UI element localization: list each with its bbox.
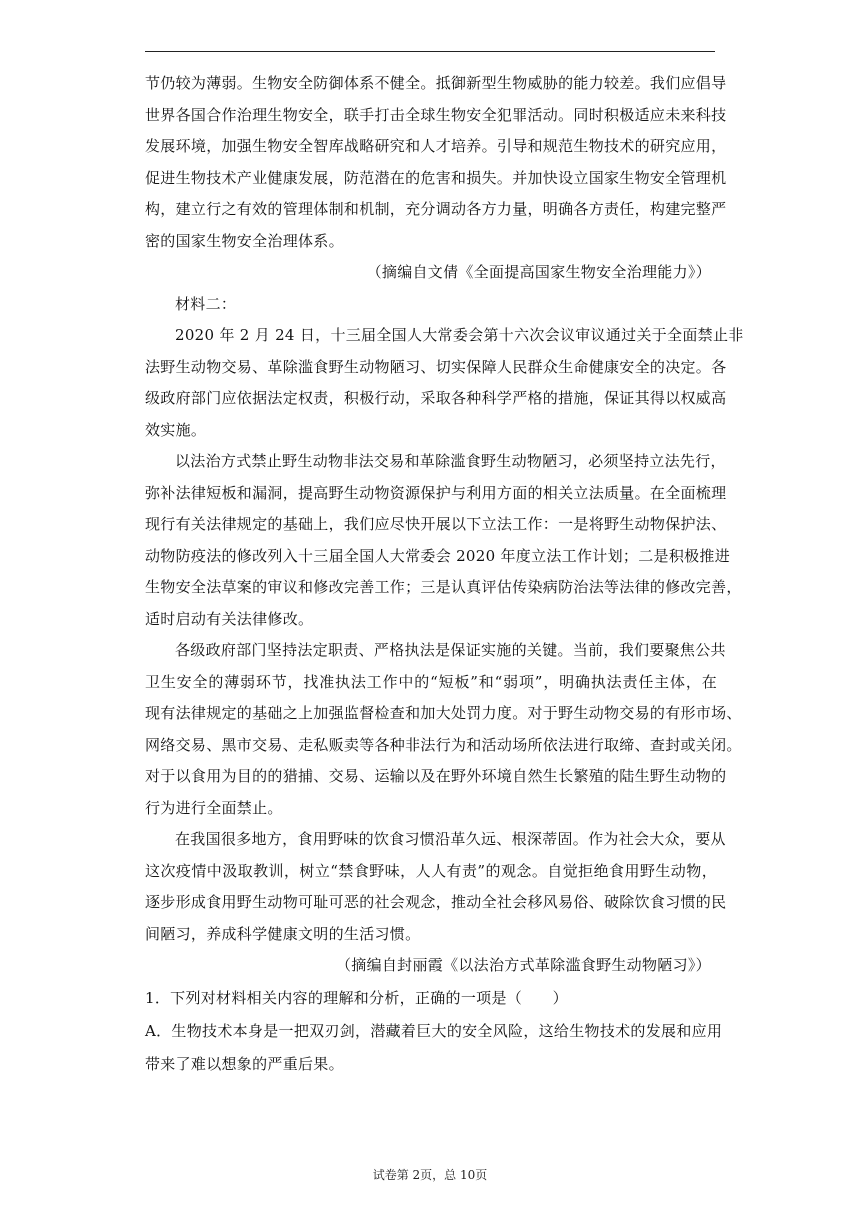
text-line: 2020 年 2 月 24 日，十三届全国人大常委会第十六次会议审议通过关于全面禁止非 bbox=[175, 326, 744, 344]
text-line: 节仍较为薄弱。生物安全防御体系不健全。抵御新型生物威胁的能力较差。我们应倡导 bbox=[145, 74, 727, 92]
text-line: 弥补法律短板和漏洞，提高野生动物资源保护与利用方面的相关立法质量。在全面梳理 bbox=[145, 483, 727, 502]
text-line: 逐步形成食用野生动物可耻可恶的社会观念，推动全社会移风易俗、破除饮食习惯的民 bbox=[145, 893, 727, 911]
text-line: 以法治方式禁止野生动物非法交易和革除滥食野生动物陋习，必须坚持立法先行， bbox=[175, 452, 726, 470]
text-line: 在我国很多地方，食用野味的饮食习惯沿革久远、根深蒂固。作为社会大众，要从 bbox=[175, 830, 726, 848]
document-body bbox=[145, 68, 744, 1081]
text-line: 行为进行全面禁止。 bbox=[145, 798, 283, 817]
section-heading: 材料二： bbox=[175, 294, 237, 313]
text-line: 促进生物技术产业健康发展，防范潜在的危害和损失。并加快设立国家生物安全管理机 bbox=[145, 168, 727, 187]
text-line: 世界各国合作治理生物安全，联手打击全球生物安全犯罪活动。同时积极适应未来科技 bbox=[145, 105, 727, 124]
question-1 bbox=[145, 982, 723, 1081]
paragraph bbox=[145, 635, 742, 824]
text-line: 动物防疫法的修改列入十三届全国人大常委会 2020 年度立法工作计划；二是积极推进 bbox=[145, 546, 731, 565]
text-line: 现行有关法律规定的基础上，我们应尽快开展以下立法工作：一是将野生动物保护法、 bbox=[145, 515, 727, 533]
text-line: 法野生动物交易、革除滥食野生动物陋习、切实保障人民群众生命健康安全的决定。各 bbox=[145, 357, 727, 376]
text-line: 效实施。 bbox=[145, 420, 207, 439]
paragraph bbox=[145, 824, 727, 950]
question-stem: 1．下列对材料相关内容的理解和分析，正确的一项是（ ） bbox=[145, 988, 568, 1007]
option-a-line: 带来了难以想象的严重后果。 bbox=[145, 1054, 344, 1073]
source-citation: （摘编自封丽霞《以法治方式革除滥食野生动物陋习》） bbox=[335, 956, 711, 974]
text-line: 各级政府部门坚持法定职责、严格执法是保证实施的关键。当前，我们要聚焦公共 bbox=[175, 641, 726, 659]
text-line: 网络交易、黑市交易、走私贩卖等各种非法行为和活动场所依法进行取缔、查封或关闭。 bbox=[145, 735, 742, 754]
text-line: 现有法律规定的基础之上加强监督检查和加大处罚力度。对于野生动物交易的有形市场、 bbox=[145, 704, 742, 722]
header-rule bbox=[145, 51, 715, 52]
text-line: 对于以食用为目的的猎捕、交易、运输以及在野外环境自然生长繁殖的陆生野生动物的 bbox=[145, 767, 727, 785]
text-line: 卫生安全的薄弱环节，找准执法工作中的“短板”和“弱项”，明确执法责任主体，在 bbox=[145, 672, 717, 691]
option-a-line: A．生物技术本身是一把双刃剑，潜藏着巨大的安全风险，这给生物技术的发展和应用 bbox=[145, 1021, 723, 1040]
text-line: 适时启动有关法律修改。 bbox=[145, 609, 314, 628]
material-two bbox=[145, 289, 744, 982]
source-citation: （摘编自文倩《全面提高国家生物安全治理能力》） bbox=[366, 263, 711, 281]
paragraph bbox=[145, 446, 742, 635]
paragraph bbox=[145, 320, 744, 446]
text-line: 发展环境，加强生物安全智库战略研究和人才培养。引导和规范生物技术的研究应用， bbox=[145, 137, 727, 155]
text-line: 间陋习，养成科学健康文明的生活习惯。 bbox=[145, 924, 421, 943]
text-line: 生物安全法草案的审议和修改完善工作；三是认真评估传染病防治法等法律的修改完善， bbox=[145, 578, 742, 596]
material-one-tail bbox=[145, 68, 727, 289]
text-line: 构，建立行之有效的管理体制和机制，充分调动各方力量，明确各方责任，构建完整严 bbox=[145, 200, 727, 218]
text-line: 密的国家生物安全治理体系。 bbox=[145, 231, 344, 250]
text-line: 这次疫情中汲取教训，树立“禁食野味，人人有责”的观念。自觉拒绝食用野生动物， bbox=[145, 861, 717, 880]
text-line: 级政府部门应依据法定权责，积极行动，采取各种科学严格的措施，保证其得以权威高 bbox=[145, 389, 727, 407]
page-footer: 试卷第 2页，总 10页 bbox=[372, 1168, 488, 1182]
